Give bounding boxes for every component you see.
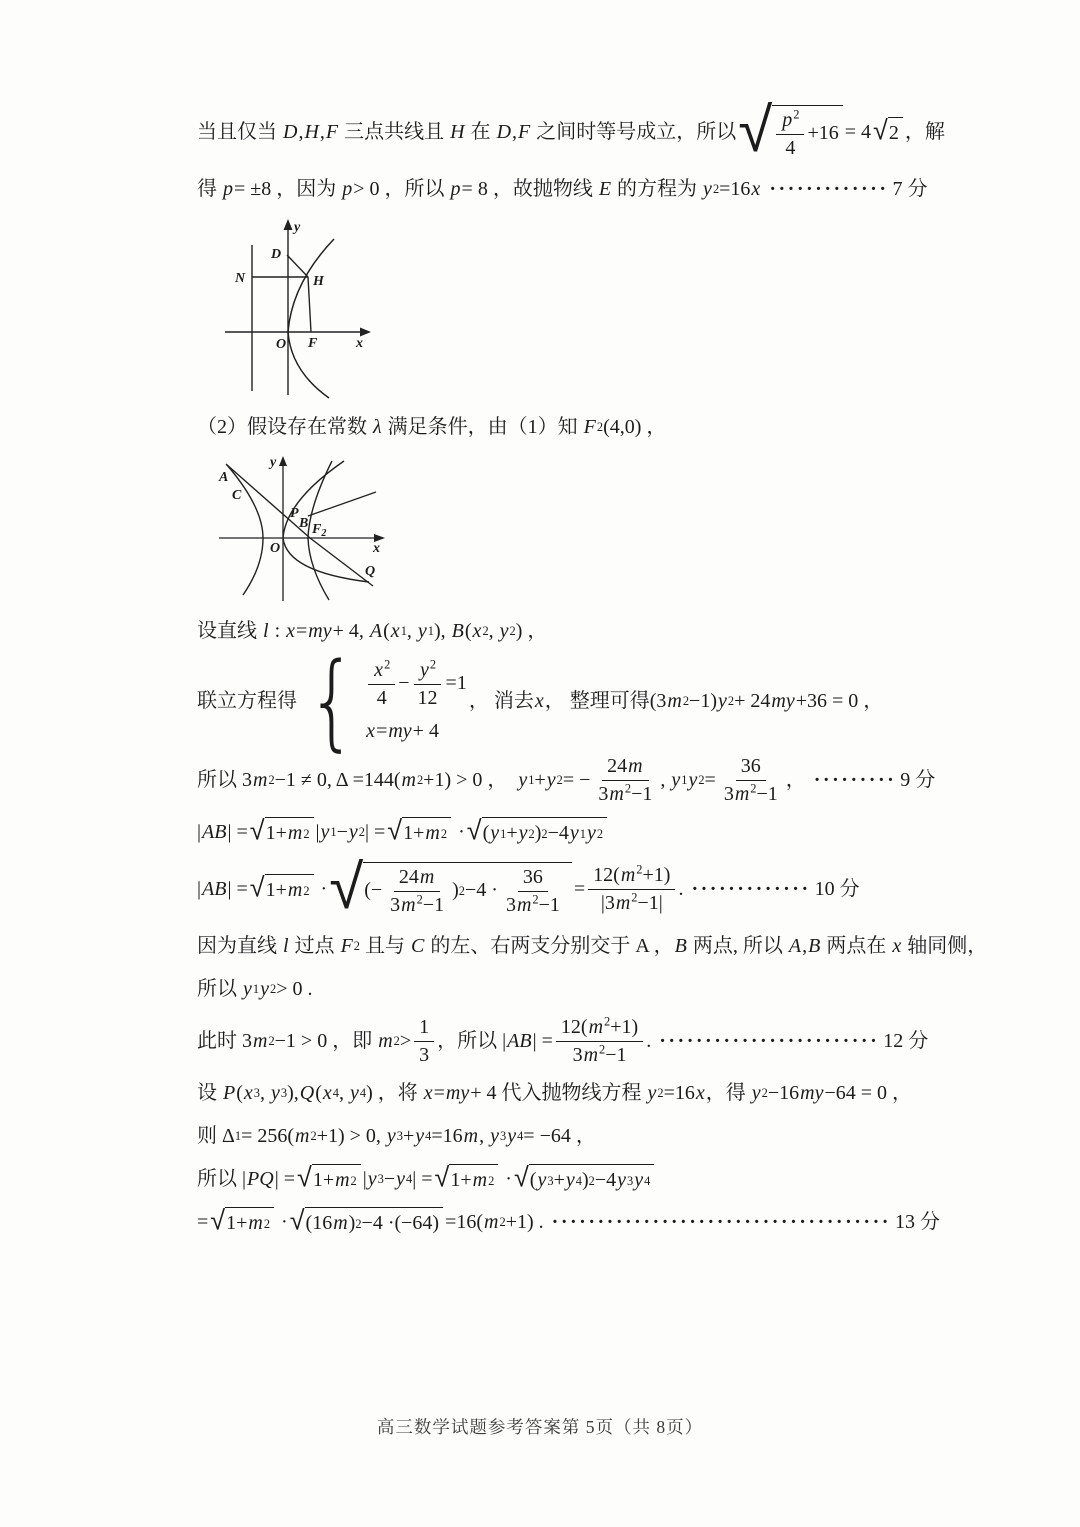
math-line: 当且仅当 D , H , F 三点共线且 H 在 D , F 之间时等号成立，所以 √ $\frac{p^2}{4}$ +16 = 4 √ 2 ，解	[197, 93, 945, 167]
math-line: 所以 y 1 y 2 > 0 .	[197, 977, 313, 1000]
math-line: （2）假设存在常数 λ 满足条件，由（1）知 F 2 (4,0) ，	[197, 415, 667, 438]
solution-content	[197, 92, 988, 1248]
fig2-label-A: A	[219, 470, 229, 485]
math-line: 此时 3 m 2 −1 > 0 ，即 m 2 > $\frac{1}{3}$ ，所以 | AB | = $\frac{12(m^2+1)}{3m^2-1}$ . ························ 12 分	[197, 1014, 929, 1067]
page-footer: 高三数学试题参考答案第 5页（共 8页）	[376, 1417, 704, 1437]
fig1-y-arrow	[284, 219, 293, 230]
fig1-label-x: x	[356, 336, 363, 351]
math-line: 设 P ( x 3 , y 3 ), Q ( x 4 , y 4 ) ，将 x = my + 4 代入抛物线方程 y 2 =16 x ，得 y 2 −16 my −64 = 0 ，	[197, 1081, 913, 1104]
math-line: 联立方程得 { $\frac{x^2}{4}$ − $\frac{y^2}{12}$ =1 x = my + 4 ， 消去 x ， 整理可得(3 m 2 −1) y 2 + 24 my +36 = 0 ，	[197, 640, 884, 762]
math-line: 设直线 l : x = my + 4, A ( x 1 , y 1 ), B ( x 2 , y 2 ) ，	[197, 619, 548, 642]
math-line: | AB | = √ 1+ m 2 | y 1 − y 2 | = √ 1+ m 2 · √ ( y 1 + y 2 ) 2 −4 y 1 y 2	[197, 815, 937, 849]
fig2-y-arrow	[279, 456, 287, 466]
math-line: 因为直线 l 过点 F 2 且与 C 的左、右两支分别交于 A ， B 两点, 所以 A , B 两点在 x 轴同侧，	[197, 934, 988, 957]
fig1-label-O: O	[276, 337, 287, 352]
math-line: 得 p = ±8 ，因为 p > 0 ，所以 p = 8 ，故抛物线 E 的方程为 y 2 =16 x ············· 7 分	[197, 177, 928, 200]
figure1-parabola-diagram	[213, 215, 388, 401]
fig2-label-F2: $F_2$	[312, 522, 327, 539]
fig2-label-x: x	[373, 541, 380, 556]
math-line: 所以 | PQ | = √ 1+ m 2 | y 3 − y 4 | = √ 1+ m 2 · √ ( y 3 + y 4 ) 2 −4 y 3 y 4	[197, 1162, 937, 1196]
fig2-auxiliary-ray	[308, 492, 376, 516]
fig1-label-H: H	[313, 274, 324, 289]
fig1-label-F: F	[308, 336, 318, 351]
fig2-label-y: y	[270, 455, 277, 470]
solution-lines-part2	[197, 410, 937, 444]
solution-lines-part1	[197, 93, 945, 206]
fig2-label-B: B	[299, 516, 309, 531]
fig1-label-D: D	[271, 247, 282, 262]
fig1-label-y: y	[294, 220, 301, 235]
fig1-segment-DHF	[287, 255, 311, 332]
solution-lines-part3	[197, 614, 988, 1239]
math-line: = √ 1+ m 2 · √ (16 m ) 2 −4 ·(−64) =16( m 2 +1) . ····································· 13 分	[197, 1205, 940, 1237]
fig2-label-O: O	[270, 541, 281, 556]
math-line: 所以 3 m 2 −1 ≠ 0, Δ =144( m 2 +1) > 0 ， y 1 + y 2 = − $\frac{24m}{3m^2-1}$ , y 1 y 2 = $\frac{36}{3m^2-1}$ ， ········· 9 分	[197, 755, 936, 806]
fig1-label-N: N	[235, 271, 246, 286]
fig2-hyperbola-left-branch	[227, 465, 263, 595]
fig2-parabola-curve	[283, 461, 369, 582]
fig2-label-Q: Q	[365, 564, 376, 579]
math-line: 则 Δ 1 = 256( m 2 +1) > 0, y 3 + y 4 =16 m , y 3 y 4 = −64 ，	[197, 1124, 596, 1147]
figure2-hyperbola-diagram	[213, 453, 408, 605]
math-line: | AB | = √ 1+ m 2 · √ (− $\frac{24m}{3m^2-1}$ ) 2 −4 · $\frac{36}{3m^2-1}$ = $\frac{12(m^2+1)}{|3m^2-1|}$ . ············· 10 分	[197, 850, 860, 924]
fig2-label-P: P	[290, 506, 299, 521]
fig2-label-C: C	[232, 488, 242, 503]
